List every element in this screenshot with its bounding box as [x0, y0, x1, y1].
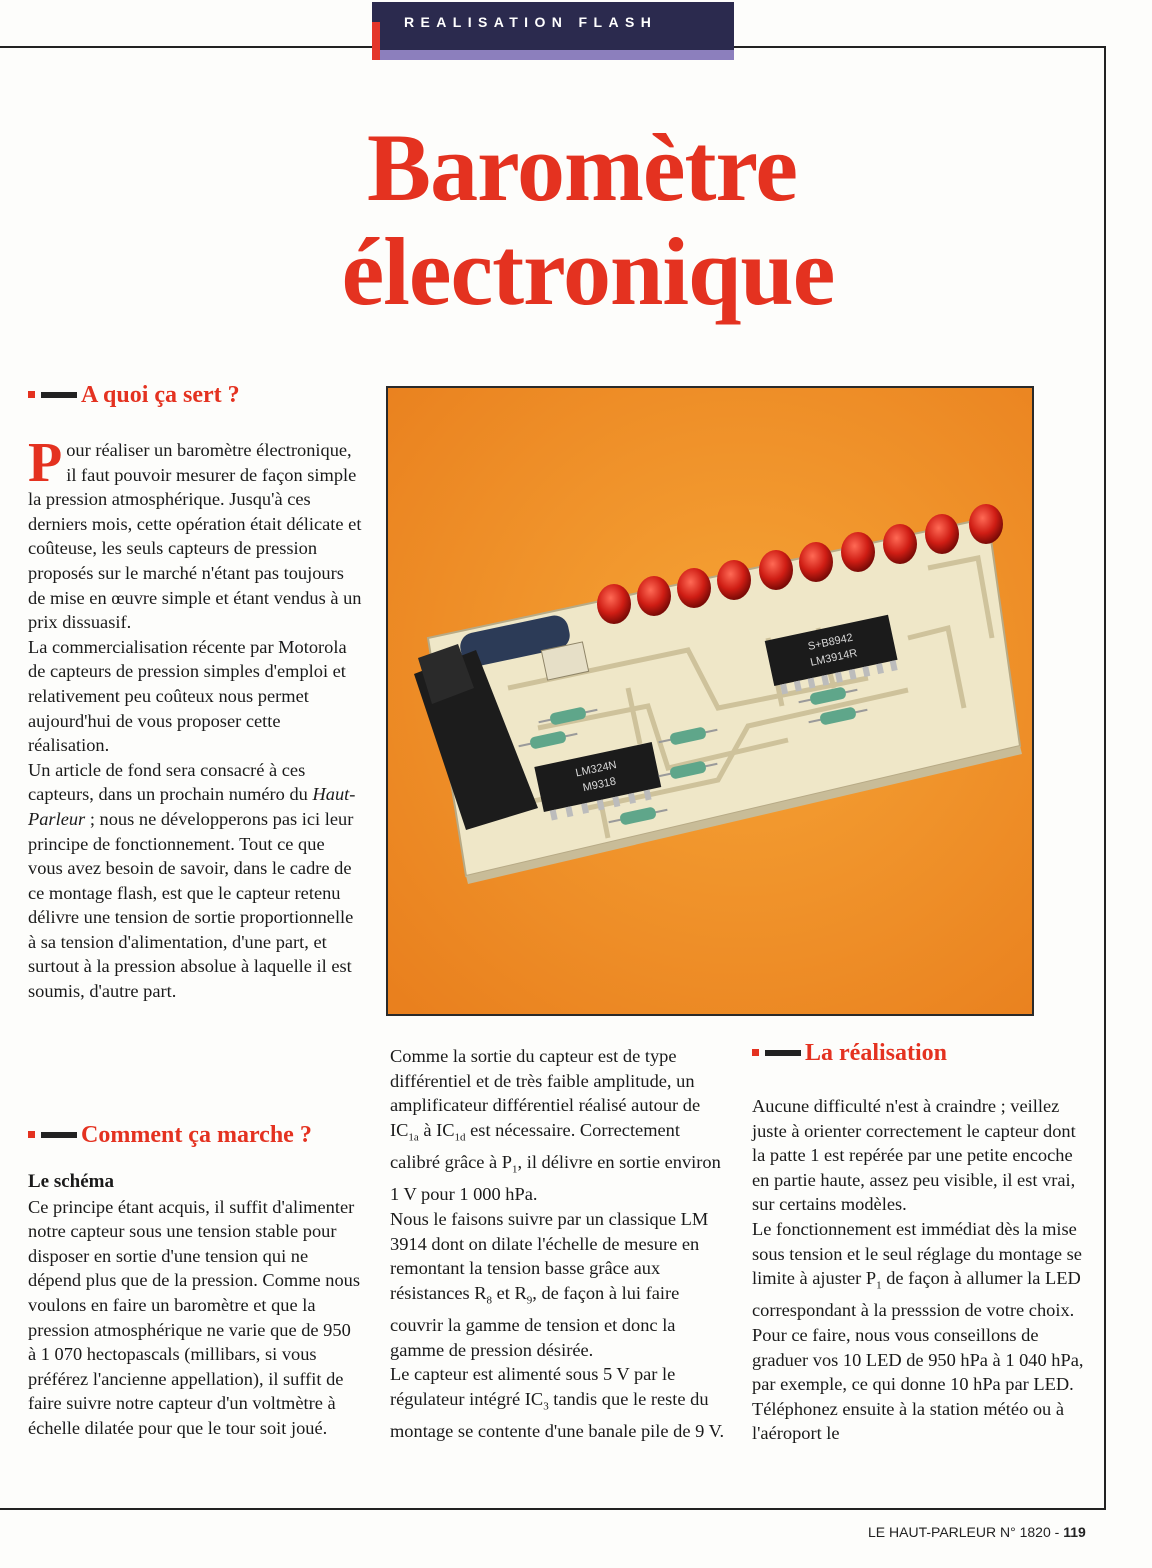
heading-text: Comment ça marche ?	[81, 1122, 312, 1148]
intro-paragraph	[28, 432, 363, 635]
text-run: et R	[492, 1282, 527, 1303]
dropcap-letter: P	[28, 432, 63, 494]
text-run: à IC	[418, 1119, 455, 1140]
left-column	[28, 432, 363, 1004]
article-title-line2: électronique	[341, 218, 835, 325]
chip-label-lm324: LM324N	[574, 759, 618, 780]
middle-column	[390, 1044, 726, 1444]
heading-la-realisation	[752, 1040, 947, 1067]
heading-bullet-icon	[28, 391, 35, 398]
subscript: 1	[876, 1279, 882, 1292]
paragraph-amplificateur	[390, 1044, 726, 1207]
page-footer	[868, 1524, 1086, 1540]
heading-dash-icon	[41, 392, 77, 398]
paragraph-lm3914	[390, 1207, 726, 1362]
subscript: 3	[543, 1400, 549, 1413]
heading-text: La réalisation	[805, 1040, 947, 1066]
text-run: , de façon à lui faire couvrir la gamme de tension et donc la gamme de pression désirée.	[390, 1282, 680, 1360]
paragraph-motorola: La commercialisation récente par Motorola de capteurs de pression simples d'emploi et relativement peu coûteux nous permet aujourd'hui de vous proposer cette réalisation.	[28, 636, 347, 756]
heading-dash-icon	[41, 1132, 77, 1138]
chip-label-m9318: M9318	[581, 775, 618, 795]
intro-text: our réaliser un baromètre électronique, il faut pouvoir mesurer de façon simple la pression atmosphérique. Jusqu'à ces derniers mois, cette opération était délicate et coûteuse, les seuls capteurs de pression proposés sur le marché n'étant pas toujours de mise en œuvre simple et étant vendus à un prix dissuasif.	[28, 440, 362, 633]
heading-a-quoi-ca-sert	[28, 382, 240, 409]
circuit-board-photo	[386, 386, 1034, 1016]
rubric-banner-underbar	[380, 50, 734, 60]
paragraph-graduation: Pour ce faire, nous vous conseillons de graduer vos 10 LED de 950 hPa à 1 040 hPa, par exemple, ce qui donne 10 hPa par LED. Téléphonez ensuite à la station météo ou à l'aéroport le	[752, 1325, 1084, 1444]
chip-label-sb8942: S+B8942	[806, 631, 854, 653]
subscript: 1	[512, 1163, 518, 1176]
rubric-label: REALISATION FLASH	[404, 14, 658, 30]
paragraph-schema: Ce principe étant acquis, il suffit d'alimenter notre capteur sous une tension stable pour disposer en sortie d'une tension qui ne dépend plus que de la pression. Comme nous voulons en faire un baromètre et que la pression atmosphérique ne varie que de 950 à 1 070 hectopascals (millibars, si vous préférez l'ancienne appellation), il suffit de faire suivre notre capteur d'un voltmètre à échelle dilatée pour que le tour soit joué.	[28, 1196, 361, 1438]
text-run: Un article de fond sera consacré à ces capteurs, dans un prochain numéro du	[28, 759, 308, 805]
subscript: 1a	[408, 1131, 419, 1144]
left-column-lower	[28, 1170, 363, 1441]
page-number: 119	[1063, 1524, 1086, 1540]
text-run: , il délivre en sortie environ 1 V pour 1 000 hPa.	[390, 1152, 721, 1205]
paragraph-difficulte: Aucune difficulté n'est à craindre ; veillez juste à orienter correctement le capteur dont la patte 1 est repérée par une petite encoche en partie haute, assez peu visible, il est vrai, sur certains modèles.	[752, 1096, 1076, 1215]
text-run: Comme la sortie du capteur est de type différentiel et de très faible amplitude, un amplificateur différentiel réalisé autour de IC	[390, 1046, 701, 1140]
subscript: 1d	[454, 1131, 466, 1144]
text-run: de façon à allumer la LED correspondant à la presssion de votre choix.	[752, 1268, 1081, 1321]
text-run: Le capteur est alimenté sous 5 V par le régulateur intégré IC	[390, 1364, 676, 1409]
heading-bullet-icon	[752, 1049, 759, 1056]
heading-comment-ca-marche	[28, 1122, 312, 1149]
text-run: ; nous ne développerons pas ici leur principe de fonctionnement. Tout ce que vous avez besoin de savoir, dans le cadre de ce montage flash, est que le capteur retenu délivre une tension de sortie proportionnelle à sa tension d'alimentation, d'une part, et surtout à la pression absolue à laquelle il est soumis, d'autre part.	[28, 808, 354, 1002]
paragraph-alimentation	[390, 1362, 726, 1443]
frame-bottom-rule	[0, 1508, 1106, 1510]
rubric-banner-accent	[372, 22, 380, 60]
right-column	[752, 1094, 1090, 1446]
paragraph-fonctionnement	[752, 1217, 1090, 1323]
heading-dash-icon	[765, 1050, 801, 1056]
heading-text: A quoi ça sert ?	[81, 382, 240, 408]
chip-label-lm3914: LM3914R	[809, 647, 859, 669]
heading-bullet-icon	[28, 1131, 35, 1138]
text-run: Le fonctionnement est immédiat dès la mise sous tension et le seul réglage du montage se limite à ajuster P	[752, 1218, 1082, 1289]
paragraph-article-de-fond	[28, 758, 363, 1004]
magazine-name: Haut-Parleur	[28, 784, 356, 829]
footer-magazine: LE HAUT-PARLEUR N° 1820 -	[868, 1524, 1060, 1540]
text-run: Nous le faisons suivre par un classique LM 3914 dont on dilate l'échelle de mesure en remontant la tension basse grâce aux résistances R	[390, 1208, 709, 1303]
subheading-le-schema: Le schéma	[28, 1171, 115, 1192]
article-title-line1: Baromètre	[367, 114, 797, 221]
subscript: 9	[526, 1294, 533, 1307]
text-run: tandis que le reste du montage se contente d'une banale pile de 9 V.	[390, 1388, 725, 1441]
subscript: 8	[486, 1294, 493, 1307]
text-run: est nécessaire. Correctement calibré grâce à P	[390, 1119, 680, 1173]
